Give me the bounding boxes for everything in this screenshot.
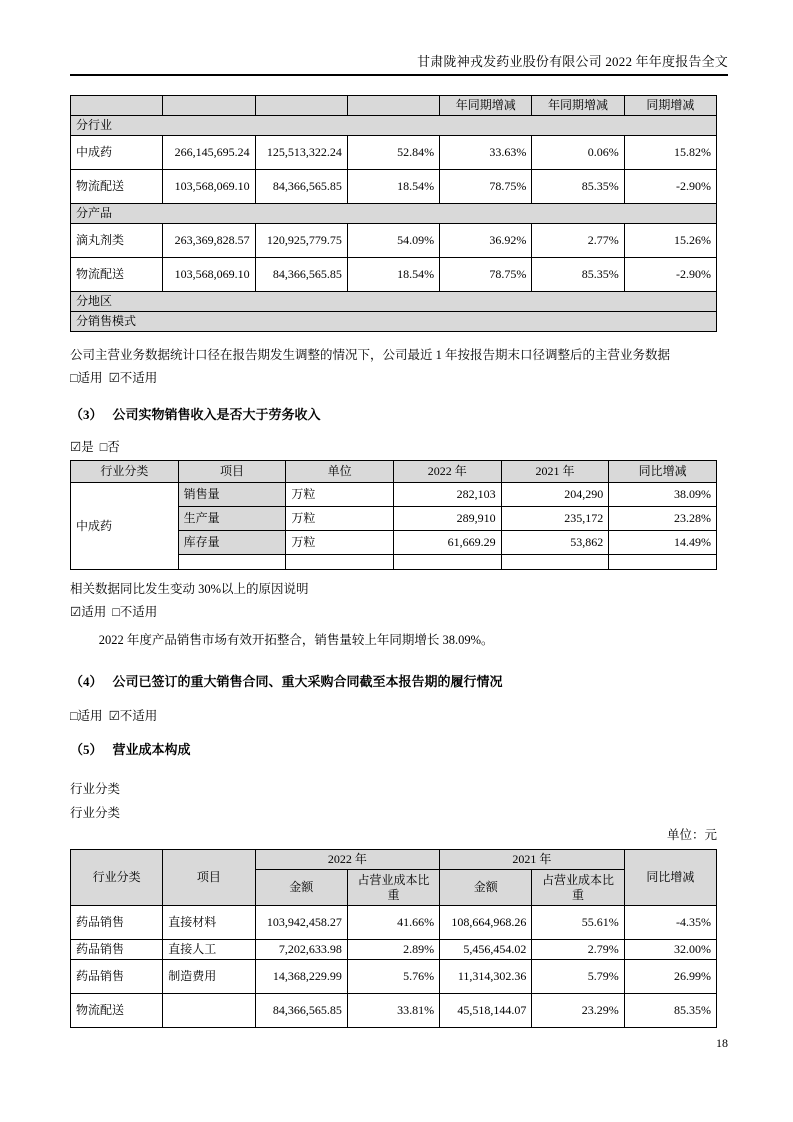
applicability-line <box>70 368 728 388</box>
percent-cell: 85.35% <box>532 170 624 204</box>
page-number: 18 <box>716 1036 728 1050</box>
industry-class-label: 行业分类 <box>70 782 121 796</box>
heading-number: （4） <box>70 674 103 689</box>
amount-cell: 263,369,828.57 <box>163 224 255 258</box>
heading-number: （5） <box>70 742 103 757</box>
section-row <box>71 292 717 312</box>
percent-cell: 33.63% <box>440 136 532 170</box>
item-cell: 生产量 <box>178 507 286 531</box>
table-row <box>71 960 717 994</box>
change-cell: -4.35% <box>624 906 716 940</box>
physical-sales-table <box>70 460 717 570</box>
ratio-cell: 5.76% <box>347 960 439 994</box>
header-cell: 项目 <box>163 850 255 906</box>
table-row <box>71 224 717 258</box>
amount-cell: 7,202,633.98 <box>255 940 347 960</box>
value-2022-cell: 289,910 <box>393 507 501 531</box>
item-cell <box>178 555 286 570</box>
item-cell: 直接人工 <box>163 940 255 960</box>
ratio-cell: 2.79% <box>532 940 624 960</box>
header-cell: 单位 <box>286 461 394 483</box>
ratio-cell: 5.79% <box>532 960 624 994</box>
section-row <box>71 204 717 224</box>
table-row <box>71 994 717 1028</box>
header-cell: 占营业成本比重 <box>532 870 624 906</box>
amount-cell: 103,568,069.10 <box>163 170 255 204</box>
header-row <box>71 461 717 483</box>
header-cell: 占营业成本比重 <box>347 870 439 906</box>
percent-cell: 54.09% <box>347 224 439 258</box>
item-cell: 库存量 <box>178 531 286 555</box>
checkbox-unchecked-icon: □否 <box>99 440 120 454</box>
header-row <box>71 96 717 116</box>
applicability-line <box>70 706 728 726</box>
amount-cell: 84,366,565.85 <box>255 258 347 292</box>
value-2022-cell: 61,669.29 <box>393 531 501 555</box>
header-cell <box>255 96 347 116</box>
unit-cell: 万粒 <box>286 531 394 555</box>
ratio-cell: 33.81% <box>347 994 439 1028</box>
amount-cell: 14,368,229.99 <box>255 960 347 994</box>
unit-cell: 万粒 <box>286 507 394 531</box>
change-cell <box>609 555 717 570</box>
checkbox-unchecked-icon: □不适用 <box>112 605 158 619</box>
section-row <box>71 116 717 136</box>
operating-cost-table <box>70 849 717 1028</box>
header-cell: 项目 <box>178 461 286 483</box>
change-cell: 26.99% <box>624 960 716 994</box>
heading-number: （3） <box>70 407 103 422</box>
adjustment-note: 公司主营业务数据统计口径在报告期发生调整的情况下，公司最近 1 年按报告期末口径调整后的主营业务数据 <box>70 348 671 362</box>
amount-cell: 103,568,069.10 <box>163 258 255 292</box>
ratio-cell: 23.29% <box>532 994 624 1028</box>
header-cell <box>163 96 255 116</box>
table-row <box>71 258 717 292</box>
percent-cell: 0.06% <box>532 136 624 170</box>
table-row <box>71 940 717 960</box>
section-label: 分地区 <box>71 292 717 312</box>
header-cell: 金额 <box>255 870 347 906</box>
value-2022-cell: 282,103 <box>393 483 501 507</box>
change-cell: 32.00% <box>624 940 716 960</box>
change-cell: 23.28% <box>609 507 717 531</box>
yes-no-line <box>70 437 728 457</box>
percent-cell: 52.84% <box>347 136 439 170</box>
header-cell: 2022 年 <box>255 850 440 870</box>
section-row <box>71 312 717 332</box>
header-cell <box>71 96 163 116</box>
heading-4 <box>70 672 728 692</box>
heading-3 <box>70 405 728 425</box>
amount-cell: 266,145,695.24 <box>163 136 255 170</box>
header-cell: 2021 年 <box>440 850 625 870</box>
change-cell: 14.49% <box>609 531 717 555</box>
percent-cell: 85.35% <box>532 258 624 292</box>
section-label: 分行业 <box>71 116 717 136</box>
percent-cell: 78.75% <box>440 258 532 292</box>
page-content <box>70 0 728 1028</box>
category-cell: 滴丸剂类 <box>71 224 163 258</box>
checkbox-checked-icon: ☑不适用 <box>108 709 158 723</box>
variation-reason-note: 相关数据同比发生变动 30%以上的原因说明 <box>70 582 309 596</box>
percent-cell: 18.54% <box>347 258 439 292</box>
header-cell: 年同期增减 <box>440 96 532 116</box>
unit-label: 单位：元 <box>666 828 717 842</box>
unit-cell: 万粒 <box>286 483 394 507</box>
checkbox-checked-icon: ☑是 <box>70 440 94 454</box>
checkbox-unchecked-icon: □适用 <box>70 709 103 723</box>
header-cell: 2022 年 <box>393 461 501 483</box>
value-2021-cell <box>501 555 609 570</box>
industry-cell: 药品销售 <box>71 960 163 994</box>
value-2022-cell <box>393 555 501 570</box>
item-cell: 直接材料 <box>163 906 255 940</box>
amount-cell: 84,366,565.85 <box>255 994 347 1028</box>
header-cell: 同比增减 <box>609 461 717 483</box>
amount-cell: 5,456,454.02 <box>440 940 532 960</box>
value-2021-cell: 235,172 <box>501 507 609 531</box>
category-cell: 物流配送 <box>71 170 163 204</box>
industry-class-value: 行业分类 <box>70 806 121 820</box>
amount-cell: 84,366,565.85 <box>255 170 347 204</box>
heading-text: 公司已签订的重大销售合同、重大采购合同截至本报告期的履行情况 <box>112 674 503 689</box>
item-cell: 制造费用 <box>163 960 255 994</box>
checkbox-checked-icon: ☑不适用 <box>108 371 158 385</box>
percent-cell: 15.26% <box>624 224 716 258</box>
header-cell: 年同期增减 <box>532 96 624 116</box>
header-cell: 行业分类 <box>71 850 163 906</box>
item-cell <box>163 994 255 1028</box>
industry-cell: 中成药 <box>71 483 179 570</box>
industry-cell: 物流配送 <box>71 994 163 1028</box>
category-cell: 中成药 <box>71 136 163 170</box>
ratio-cell: 2.89% <box>347 940 439 960</box>
header-cell: 行业分类 <box>71 461 179 483</box>
industry-cell: 药品销售 <box>71 940 163 960</box>
item-cell: 销售量 <box>178 483 286 507</box>
amount-cell: 108,664,968.26 <box>440 906 532 940</box>
heading-text: 公司实物销售收入是否大于劳务收入 <box>112 407 321 422</box>
table-row <box>71 136 717 170</box>
ratio-cell: 41.66% <box>347 906 439 940</box>
header-cell <box>347 96 439 116</box>
amount-cell: 45,518,144.07 <box>440 994 532 1028</box>
percent-cell: -2.90% <box>624 258 716 292</box>
applicability-line <box>70 602 728 622</box>
change-cell: 85.35% <box>624 994 716 1028</box>
table-row <box>71 170 717 204</box>
change-cell: 38.09% <box>609 483 717 507</box>
percent-cell: 15.82% <box>624 136 716 170</box>
percent-cell: 78.75% <box>440 170 532 204</box>
table-row <box>71 906 717 940</box>
ratio-cell: 55.61% <box>532 906 624 940</box>
section-label: 分销售模式 <box>71 312 717 332</box>
table-row <box>71 483 717 507</box>
checkbox-unchecked-icon: □适用 <box>70 371 103 385</box>
header-cell: 2021 年 <box>501 461 609 483</box>
growth-note: 2022 年度产品销售市场有效开拓整合，销售量较上年同期增长 38.09%。 <box>98 633 494 647</box>
report-header-title: 甘肃陇神戎发药业股份有限公司 2022 年年度报告全文 <box>417 54 728 69</box>
percent-cell: 2.77% <box>532 224 624 258</box>
industry-cell: 药品销售 <box>71 906 163 940</box>
amount-cell: 11,314,302.36 <box>440 960 532 994</box>
amount-cell: 125,513,322.24 <box>255 136 347 170</box>
percent-cell: 18.54% <box>347 170 439 204</box>
value-2021-cell: 53,862 <box>501 531 609 555</box>
section-label: 分产品 <box>71 204 717 224</box>
header-row <box>71 850 717 870</box>
amount-cell: 120,925,779.75 <box>255 224 347 258</box>
header-rule <box>70 74 728 76</box>
checkbox-checked-icon: ☑适用 <box>70 605 107 619</box>
header-cell: 同期增减 <box>624 96 716 116</box>
amount-cell: 103,942,458.27 <box>255 906 347 940</box>
header-cell: 金额 <box>440 870 532 906</box>
category-cell: 物流配送 <box>71 258 163 292</box>
heading-text: 营业成本构成 <box>112 742 191 757</box>
value-2021-cell: 204,290 <box>501 483 609 507</box>
percent-cell: -2.90% <box>624 170 716 204</box>
percent-cell: 36.92% <box>440 224 532 258</box>
industry-breakdown-table <box>70 95 717 332</box>
heading-5 <box>70 740 728 760</box>
unit-cell <box>286 555 394 570</box>
header-cell: 同比增减 <box>624 850 716 906</box>
